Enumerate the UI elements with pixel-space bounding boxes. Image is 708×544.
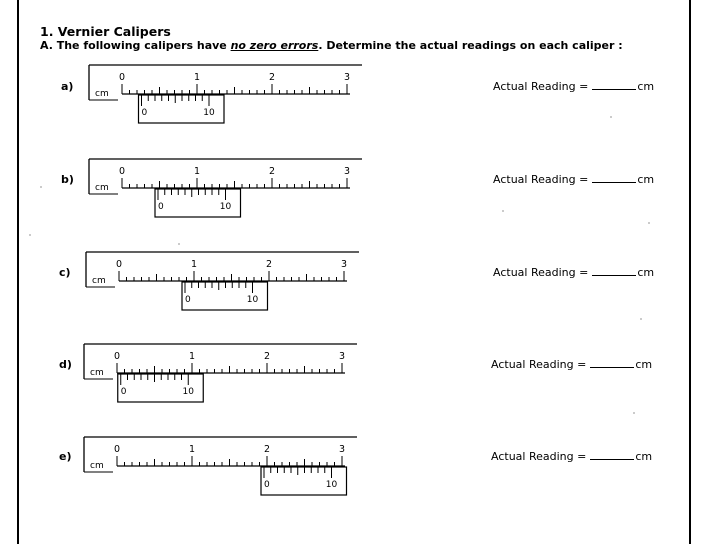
answer-line-a: [493, 80, 654, 93]
answer-blank-c[interactable]: [592, 266, 636, 276]
question-label-d: d): [59, 358, 72, 371]
main-scale-label: 2: [268, 166, 276, 177]
answer-blank-a[interactable]: [592, 80, 636, 90]
vernier-label: 0: [141, 108, 148, 118]
answer-unit-c: cm: [637, 266, 655, 279]
instructions: [40, 39, 623, 52]
answer-line-e: [491, 450, 652, 463]
main-scale-label: 0: [113, 444, 121, 455]
answer-blank-b[interactable]: [592, 173, 636, 183]
instruction-emphasis: no zero errors: [230, 39, 319, 52]
main-scale-label: 2: [268, 72, 276, 83]
main-scale-label: 0: [118, 72, 126, 83]
main-scale-label: 2: [265, 259, 273, 270]
scan-speck: [502, 210, 504, 212]
answer-line-d: [491, 358, 652, 371]
vernier-label: 0: [158, 202, 164, 212]
answer-unit-a: cm: [637, 80, 655, 93]
scan-speck: [633, 412, 635, 414]
scan-speck: [610, 116, 612, 118]
scan-speck: [178, 243, 180, 245]
question-label-b: b): [61, 173, 74, 186]
scan-speck: [29, 234, 31, 236]
answer-unit-d: cm: [635, 358, 653, 371]
caliper-d: [83, 343, 363, 423]
vernier-label: 0: [264, 480, 270, 490]
main-scale-unit: cm: [90, 368, 104, 378]
main-scale-label: 3: [338, 444, 346, 455]
main-scale-unit: cm: [90, 461, 104, 471]
main-scale-label: 3: [343, 166, 351, 177]
vernier-label: 10: [219, 202, 232, 212]
question-label-e: e): [59, 450, 72, 463]
vernier-label: 10: [246, 295, 259, 305]
scan-speck: [648, 222, 650, 224]
answer-blank-e[interactable]: [590, 450, 634, 460]
main-scale-label: 1: [188, 351, 196, 362]
answer-label-e: Actual Reading =: [491, 450, 587, 463]
vernier-label: 10: [203, 108, 215, 118]
answer-label-b: Actual Reading =: [493, 173, 589, 186]
vernier-label: 10: [325, 480, 338, 490]
answer-unit-b: cm: [637, 173, 655, 186]
caliper-a: [88, 64, 368, 136]
instruction-prefix: A. The following calipers have: [40, 39, 231, 52]
main-scale-label: 1: [193, 72, 201, 83]
caliper-b: [88, 158, 368, 234]
main-scale-label: 2: [263, 444, 271, 455]
main-scale-label: 0: [115, 259, 123, 270]
page-border-left: [17, 0, 19, 544]
main-scale-label: 3: [338, 351, 346, 362]
question-label-a: a): [61, 80, 74, 93]
answer-label-d: Actual Reading =: [491, 358, 587, 371]
main-scale-unit: cm: [95, 183, 109, 193]
main-scale-unit: cm: [92, 276, 106, 286]
answer-line-c: [493, 266, 654, 279]
caliper-c: [85, 251, 365, 327]
main-scale-label: 1: [193, 166, 201, 177]
answer-unit-e: cm: [635, 450, 653, 463]
question-label-c: c): [59, 266, 71, 279]
main-scale-label: 1: [190, 259, 198, 270]
section-title: 1. Vernier Calipers: [40, 24, 171, 39]
answer-label-c: Actual Reading =: [493, 266, 589, 279]
scan-speck: [640, 318, 642, 320]
main-scale-unit: cm: [95, 89, 109, 99]
answer-line-b: [493, 173, 654, 186]
answer-label-a: Actual Reading =: [493, 80, 589, 93]
vernier-label: 0: [185, 295, 191, 305]
main-scale-label: 3: [340, 259, 348, 270]
caliper-e: [83, 436, 363, 516]
main-scale-label: 0: [118, 166, 126, 177]
scan-speck: [40, 186, 42, 188]
vernier-label: 0: [120, 387, 127, 397]
vernier-label: 10: [182, 387, 194, 397]
main-scale-label: 1: [188, 444, 196, 455]
main-scale-label: 3: [343, 72, 351, 83]
instruction-suffix: . Determine the actual readings on each caliper :: [318, 39, 623, 52]
main-scale-label: 0: [113, 351, 121, 362]
answer-blank-d[interactable]: [590, 358, 634, 368]
main-scale-label: 2: [263, 351, 271, 362]
page-border-right: [689, 0, 691, 544]
